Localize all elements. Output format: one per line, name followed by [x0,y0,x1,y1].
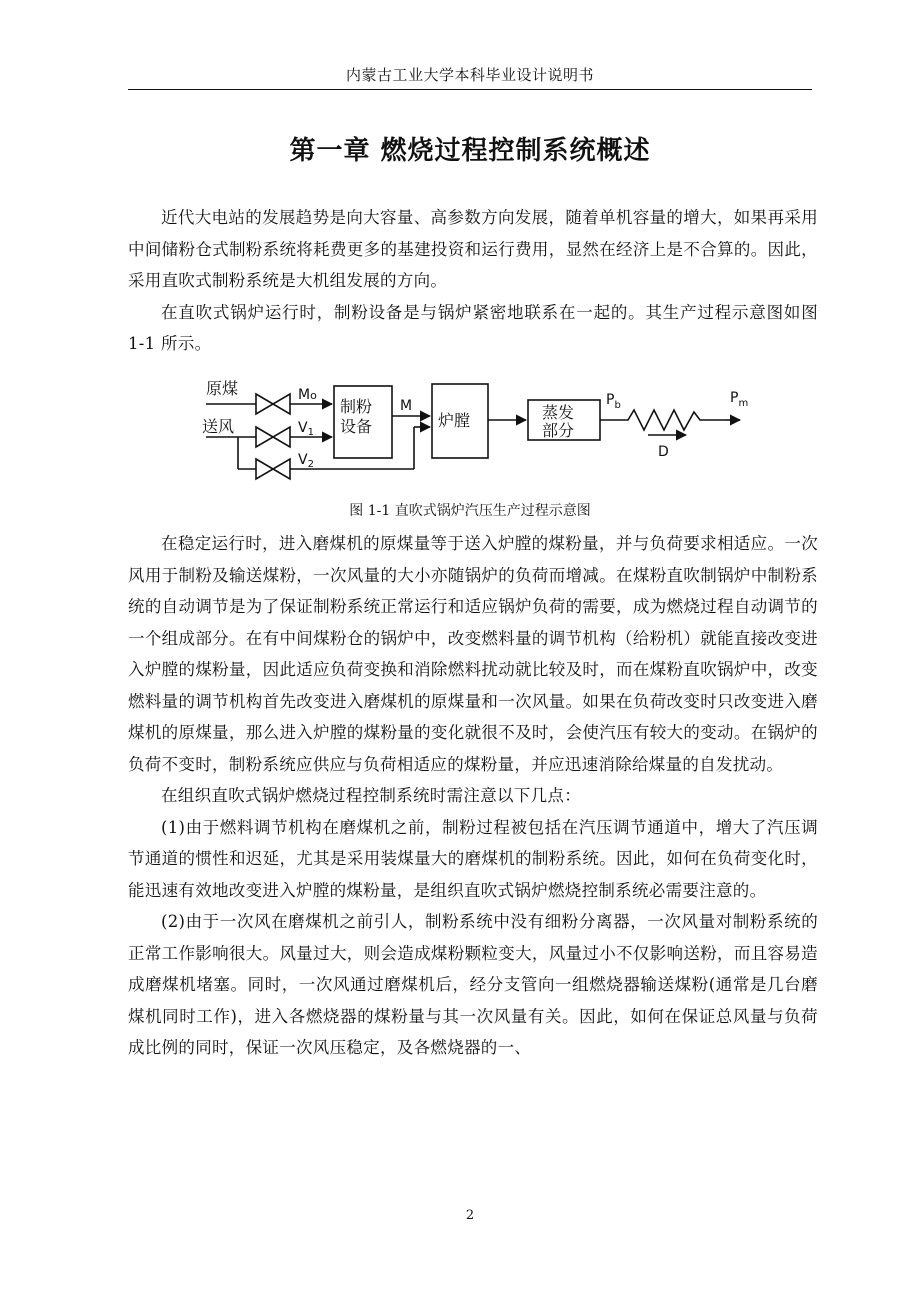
process-diagram [128,372,812,502]
valve-icon [256,427,290,447]
paragraph: 近代大电站的发展趋势是向大容量、高参数方向发展，随着单机容量的增大，如果再采用中间储粉仓式制粉系统将耗费更多的基建投资和运行费用，显然在经济上是不合算的。因此，采用直吹式制粉系统是大机组发展的方向。 [128,208,818,290]
d-label: D [658,444,669,460]
paragraph: 在稳定运行时，进入磨煤机的原煤量等于送入炉膛的煤粉量，并与负荷要求相适应。一次风用于制粉及输送煤粉，一次风量的大小亦随锅炉的负荷而增减。在煤粉直吹制锅炉中制粉系统的自动调节是为了保证制粉系统正常运行和适应锅炉负荷的需要，成为燃烧过程自动调节的一个组成部分。在有中间煤粉仓的锅炉中，改变燃料量的调节机构（给粉机）就能直接改变进入炉膛的煤粉量，因此适应负荷变换和消除燃料扰动就比较及时，而在煤粉直吹锅炉中，改变燃料量的调节机构首先改变进入磨煤机的原煤量和一次风量。如果在负荷改变时只改变进入磨煤机的原煤量，那么进入炉膛的煤粉量的变化就很不及时，会使汽压有较大的变动。在锅炉的负荷不变时，制粉系统应供应与负荷相适应的煤粉量，并应迅速消除给煤量的自发扰动。 [128,534,818,774]
paragraph: 在组织直吹式锅炉燃烧过程控制系统时需注意以下几点： [161,786,581,805]
body-text-top [128,202,818,360]
furnace-label: 炉膛 [438,411,471,430]
running-header: 内蒙古工业大学本科毕业设计说明书 [345,66,594,84]
pm-label: $P_m$ [730,390,749,409]
header-rule [128,89,812,90]
mill-label-1: 制粉 [340,397,373,416]
evaporation-label-2: 部分 [542,421,575,440]
evaporation-label-1: 蒸发 [542,403,575,422]
chapter-title: 第一章 燃烧过程控制系统概述 [289,136,651,166]
mill-label-2: 设备 [340,417,373,436]
paragraph: (2)由于一次风在磨煤机之前引人，制粉系统中没有细粉分离器，一次风量对制粉系统的正常工作影响很大。风量过大，则会造成煤粉颗粒变大，风量过小不仅影响送粉，而且容易造成磨煤机堵塞。同时，一次风通过磨煤机后，经分支管向一组燃烧器输送煤粉(通常是几台磨煤机同时工作)，进入各燃烧器的煤粉量与其一次风量有关。因此，如何在保证总风量与负荷成比例的同时，保证一次风压稳定，及各燃烧器的一、 [128,912,818,1057]
valve-icon [256,394,290,414]
raw-coal-label: 原煤 [206,379,239,398]
v1-label: $V_1$ [298,420,314,438]
pb-label: $P_b$ [606,392,621,411]
v2-label: $V_2$ [298,452,314,470]
m0-label: Mo [298,387,317,403]
paragraph: (1)由于燃料调节机构在磨煤机之前，制粉过程被包括在汽压调节通道中，增大了汽压调节通道的惯性和迟延，尤其是采用装煤量大的磨煤机的制粉系统。因此，如何在负荷变化时，能迅速有效地改变进入炉膛的煤粉量，是组织直吹式锅炉燃烧控制系统必需要注意的。 [128,817,818,900]
air-label: 送风 [202,417,235,436]
page-number: 2 [465,1208,475,1223]
process-diagram-svg [128,372,812,502]
figure-caption: 图 1-1 直吹式锅炉汽压生产过程示意图 [349,503,591,519]
m-label: M [400,398,413,414]
valve-icon [256,459,290,479]
body-text-bottom [128,528,818,1064]
steam-line [600,410,726,430]
paragraph: 在直吹式锅炉运行时，制粉设备是与锅炉紧密地联系在一起的。其生产过程示意图如图 1-1 所示。 [128,302,818,353]
